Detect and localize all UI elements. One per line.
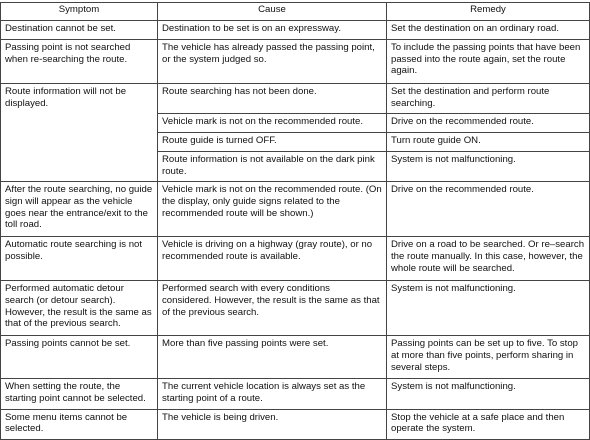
table-row bbox=[1, 237, 590, 281]
cause-cell: The vehicle is being driven. bbox=[158, 409, 387, 439]
table-row bbox=[1, 21, 590, 40]
symptom-cell: Passing points cannot be set. bbox=[1, 336, 158, 379]
cause-cell: The current vehicle location is always set as the starting point of a route. bbox=[158, 379, 387, 409]
remedy-cell: Set the destination and perform route searching. bbox=[387, 84, 590, 114]
cause-cell: Vehicle mark is not on the recommended route. bbox=[158, 114, 387, 133]
symptom-cell: Route information will not be displayed. bbox=[1, 84, 158, 182]
table-row bbox=[1, 84, 590, 114]
troubleshooting-table bbox=[0, 2, 590, 440]
cause-cell: Performed search with every conditions considered. However, the result is the same as that of the previous search. bbox=[158, 281, 387, 336]
remedy-cell: Drive on the recommended route. bbox=[387, 182, 590, 237]
header-row bbox=[1, 3, 590, 21]
table-row bbox=[1, 182, 590, 237]
symptom-cell: Performed automatic detour search (or detour search). However, the result is the same as that of the previous search. bbox=[1, 281, 158, 336]
remedy-cell: Stop the vehicle at a safe place and then operate the system. bbox=[387, 409, 590, 439]
remedy-cell: System is not malfunctioning. bbox=[387, 152, 590, 182]
remedy-cell: Set the destination on an ordinary road. bbox=[387, 21, 590, 40]
symptom-cell: Automatic route searching is not possible. bbox=[1, 237, 158, 281]
remedy-cell: Drive on a road to be searched. Or re–search the route manually. In this case, however, the whole route will be searched. bbox=[387, 237, 590, 281]
cause-cell: Vehicle mark is not on the recommended route. (On the display, only guide signs related to the recommended route will be shown.) bbox=[158, 182, 387, 237]
remedy-cell: Passing points can be set up to five. To stop at more than five points, perform sharing in several steps. bbox=[387, 336, 590, 379]
remedy-cell: System is not malfunctioning. bbox=[387, 379, 590, 409]
header-cause: Cause bbox=[158, 3, 387, 21]
cause-cell: Vehicle is driving on a highway (gray route), or no recommended route is available. bbox=[158, 237, 387, 281]
remedy-cell: Turn route guide ON. bbox=[387, 133, 590, 152]
remedy-cell: To include the passing points that have been passed into the route again, set the route again. bbox=[387, 40, 590, 84]
symptom-cell: After the route searching, no guide sign will appear as the vehicle goes near the entrance/exit to the toll road. bbox=[1, 182, 158, 237]
cause-cell: Route guide is turned OFF. bbox=[158, 133, 387, 152]
table-row bbox=[1, 40, 590, 84]
cause-cell: The vehicle has already passed the passing point, or the system judged so. bbox=[158, 40, 387, 84]
table-row bbox=[1, 409, 590, 439]
header-symptom: Symptom bbox=[1, 3, 158, 21]
symptom-cell: Some menu items cannot be selected. bbox=[1, 409, 158, 439]
cause-cell: More than five passing points were set. bbox=[158, 336, 387, 379]
header-remedy: Remedy bbox=[387, 3, 590, 21]
symptom-cell: Passing point is not searched when re-searching the route. bbox=[1, 40, 158, 84]
cause-cell: Route searching has not been done. bbox=[158, 84, 387, 114]
cause-cell: Destination to be set is on an expressway. bbox=[158, 21, 387, 40]
table-row bbox=[1, 281, 590, 336]
symptom-cell: Destination cannot be set. bbox=[1, 21, 158, 40]
remedy-cell: Drive on the recommended route. bbox=[387, 114, 590, 133]
remedy-cell: System is not malfunctioning. bbox=[387, 281, 590, 336]
table-row bbox=[1, 336, 590, 379]
symptom-cell: When setting the route, the starting point cannot be selected. bbox=[1, 379, 158, 409]
cause-cell: Route information is not available on the dark pink route. bbox=[158, 152, 387, 182]
table-row bbox=[1, 379, 590, 409]
